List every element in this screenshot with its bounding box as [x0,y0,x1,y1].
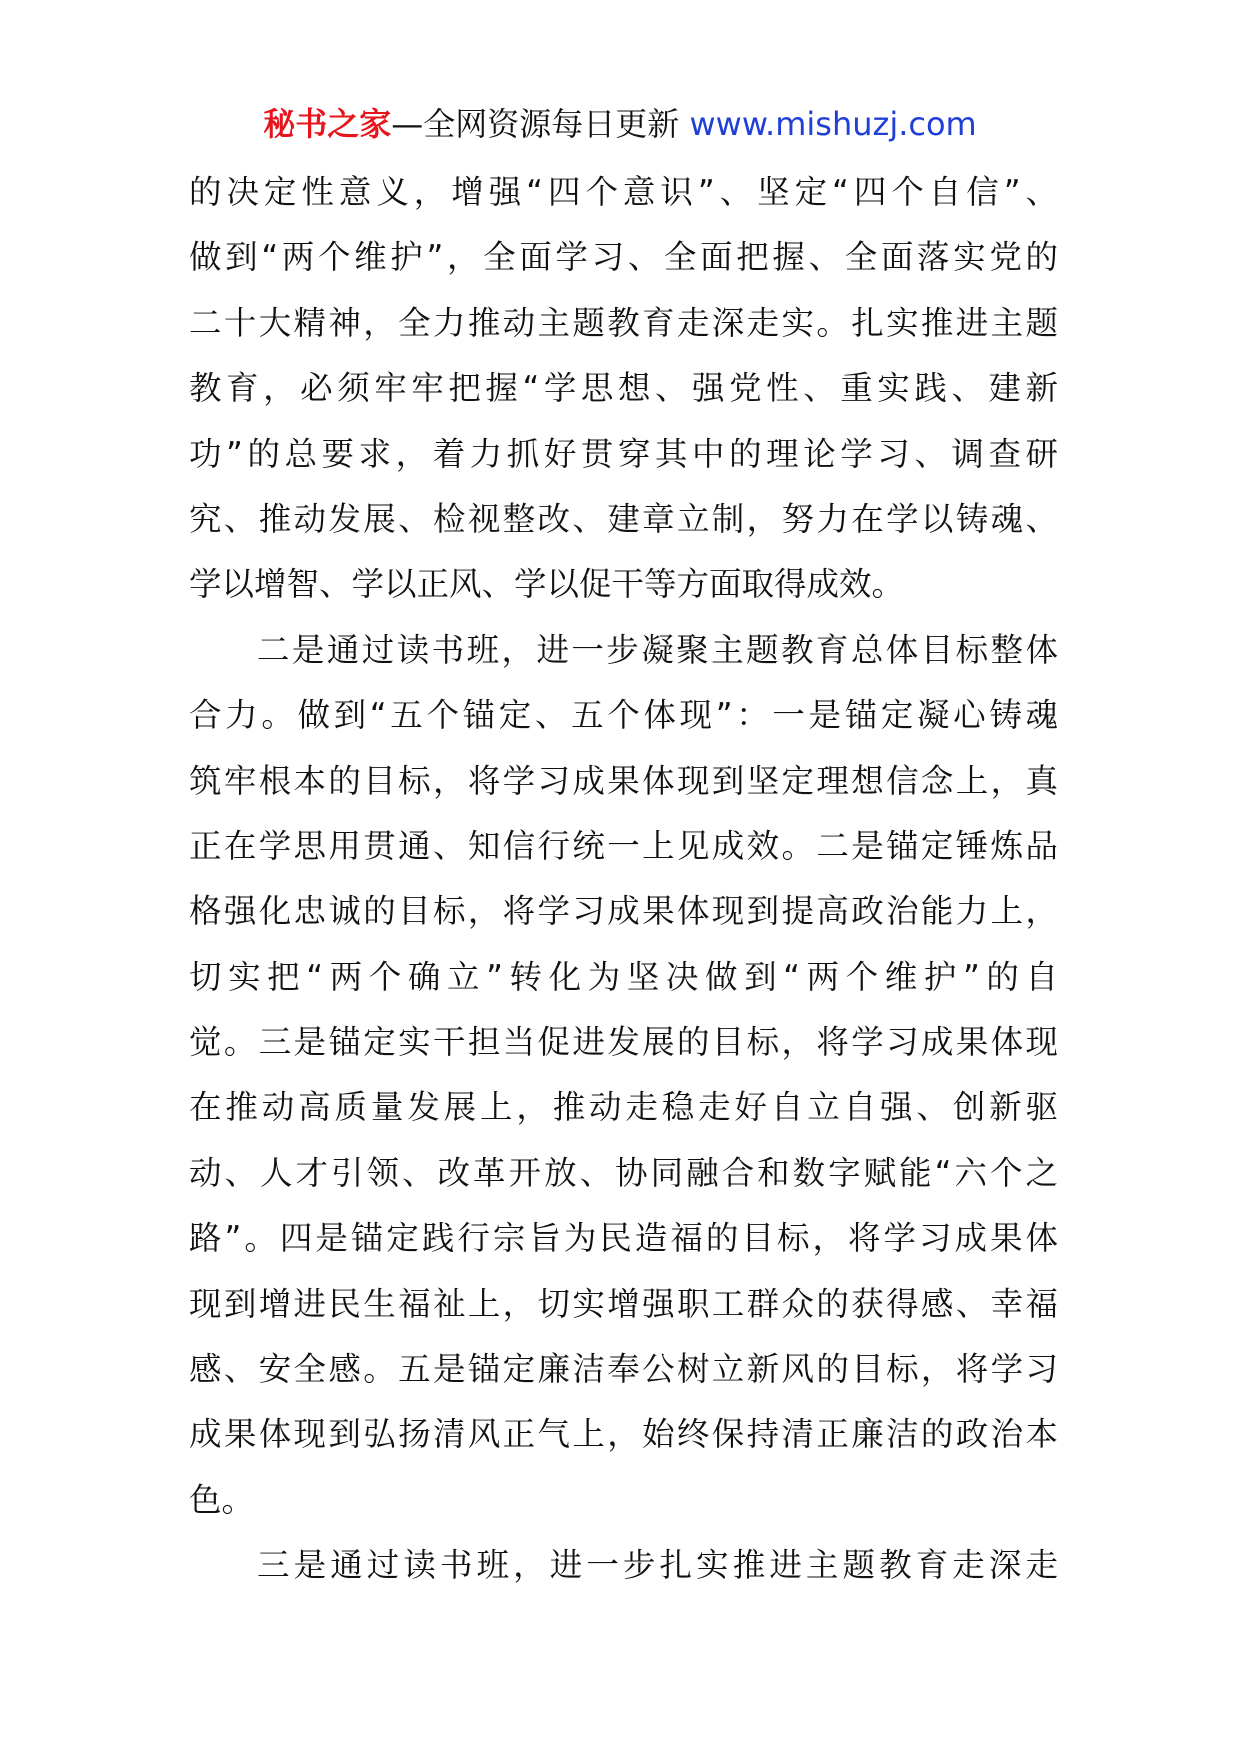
text-line: 切实把“两个确立”转化为坚决做到“两个维护”的自 [189,957,1058,996]
text-line: 感、安全感。五是锚定廉洁奉公树立新风的目标，将学习 [189,1350,1058,1389]
header-tagline: —全网资源每日更新 [391,105,690,143]
text-line: 路”。四是锚定践行宗旨为民造福的目标，将学习成果体 [189,1219,1058,1258]
text-line: 在推动高质量发展上，推动走稳走好自立自强、创新驱 [189,1088,1058,1127]
text-line: 做到“两个维护”，全面学习、全面把握、全面落实党的 [189,238,1058,277]
document-body [189,160,1058,1599]
text-line: 正在学思用贯通、知信行统一上见成效。二是锚定锤炼品 [189,826,1058,865]
text-line: 格强化忠诚的目标，将学习成果体现到提高政治能力上， [189,892,1058,931]
text-line: 功”的总要求，着力抓好贯穿其中的理论学习、调查研 [189,434,1058,473]
text-line: 二十大精神，全力推动主题教育走深走实。扎实推进主题 [189,303,1058,342]
text-line: 动、人才引领、改革开放、协同融合和数字赋能“六个之 [189,1153,1058,1192]
paragraph-first-line: 三是通过读书班，进一步扎实推进主题教育走深走 [257,1546,1058,1585]
text-line: 现到增进民生福祉上，切实增强职工群众的获得感、幸福 [189,1284,1058,1323]
text-line: 的决定性意义，增强“四个意识”、坚定“四个自信”、 [189,173,1058,211]
text-line: 究、推动发展、检视整改、建章立制，努力在学以铸魂、 [189,499,1058,538]
text-line: 色。 [189,1480,255,1519]
text-line: 学以增智、学以正风、学以促干等方面取得成效。 [189,565,905,604]
text-line: 成果体现到弘扬清风正气上，始终保持清正廉洁的政治本 [189,1415,1058,1454]
paragraph-first-line: 二是通过读书班，进一步凝聚主题教育总体目标整体 [257,630,1058,669]
header-url-link[interactable]: www.mishuzj.com [689,105,977,143]
page-header [0,102,1240,146]
header-brand: 秘书之家 [263,105,392,143]
text-line: 觉。三是锚定实干担当促进发展的目标，将学习成果体现 [189,1023,1058,1062]
text-line: 合力。做到“五个锚定、五个体现”：一是锚定凝心铸魂 [189,696,1058,735]
text-line: 筑牢根本的目标，将学习成果体现到坚定理想信念上，真 [189,761,1058,800]
text-line: 教育，必须牢牢把握“学思想、强党性、重实践、建新 [189,369,1058,408]
